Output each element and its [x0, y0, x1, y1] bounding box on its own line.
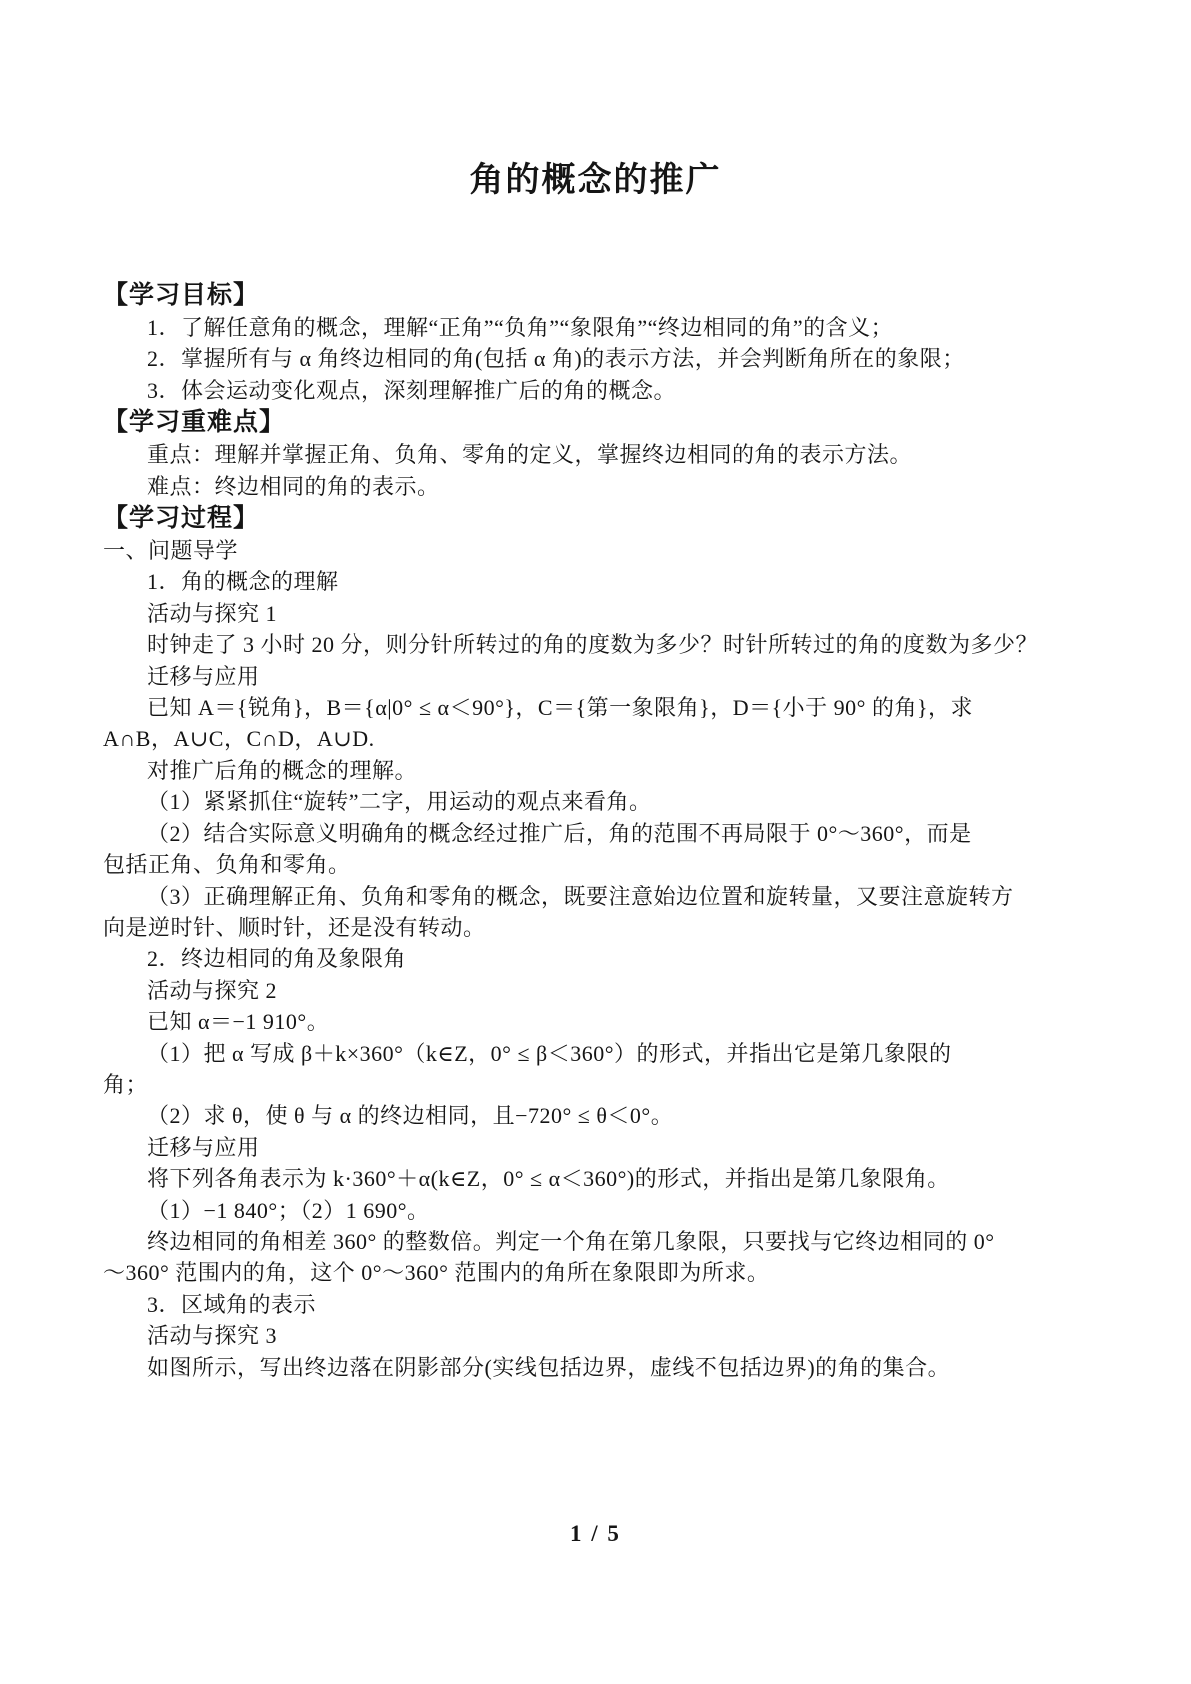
text-line: 1．了解任意角的概念，理解“正角”“负角”“象限角”“终边相同的角”的含义； — [147, 315, 894, 340]
text-line-math: 已知 α＝−1 910°。 — [147, 1009, 330, 1035]
text-line-activity-1: 活动与探究 1 — [147, 600, 278, 626]
text-line-math: A∩B，A∪C，C∩D，A∪D. — [103, 726, 375, 752]
text-line: 3．体会运动变化观点，深刻理解推广后的角的概念。 — [147, 377, 677, 403]
document-body — [103, 279, 1095, 1383]
text-line: 如图所示，写出终边落在阴影部分(实线包括边界，虚线不包括边界)的角的集合。 — [147, 1354, 951, 1380]
text-line: 角； — [103, 1071, 149, 1097]
text-line: 向是逆时针、顺时针，还是没有转动。 — [103, 914, 486, 940]
heading-learning-process: 【学习过程】 — [103, 504, 260, 533]
text-line-math: （2）求 θ，使 θ 与 α 的终边相同，且−720° ≤ θ＜0°。 — [147, 1103, 674, 1129]
text-line: 终边相同的角相差 360° 的整数倍。判定一个角在第几象限，只要找与它终边相同的 0° — [147, 1228, 995, 1254]
text-line: 2．掌握所有与 α 角终边相同的角(包括 α 角)的表示方法，并会判断角所在的象限； — [147, 346, 965, 372]
text-line-math: 将下列各角表示为 k·360°＋α(k∈Z，0° ≤ α＜360°)的形式，并指出是第几象限角。 — [147, 1166, 950, 1192]
text-line: 时钟走了 3 小时 20 分，则分针所转过的角的度数为多少？时针所转过的角的度数为多少？ — [147, 632, 1039, 658]
text-line: 重点：理解并掌握正角、负角、零角的定义，掌握终边相同的角的表示方法。 — [147, 442, 913, 468]
text-line-activity-2: 活动与探究 2 — [147, 977, 278, 1003]
text-line: （1）紧紧抓住“旋转”二字，用运动的观点来看角。 — [147, 789, 652, 815]
text-line-math: （1）把 α 写成 β＋k×360°（k∈Z，0° ≤ β＜360°）的形式，并指出它是第几象限的 — [147, 1040, 952, 1066]
text-line-math: 已知 A＝{锐角}，B＝{α|0° ≤ α＜90°}，C＝{第一象限角}，D＝{小于 90° 的角}，求 — [147, 695, 974, 721]
text-line: 难点：终边相同的角的表示。 — [147, 473, 440, 499]
text-line: ～360° 范围内的角，这个 0°～360° 范围内的角所在象限即为所求。 — [103, 1260, 770, 1286]
text-line: （3）正确理解正角、负角和零角的概念，既要注意始边位置和旋转量，又要注意旋转方 — [147, 883, 1014, 909]
text-line: （2）结合实际意义明确角的概念经过推广后，角的范围不再局限于 0°～360°，而是 — [147, 820, 972, 846]
subheading-problem-guided: 一、问题导学 — [103, 538, 239, 564]
text-line: 对推广后角的概念的理解。 — [147, 757, 418, 783]
text-line-transfer: 迁移与应用 — [147, 663, 260, 689]
page-number: 1 / 5 — [570, 1521, 621, 1546]
text-line: 1．角的概念的理解 — [147, 569, 339, 595]
text-line-activity-3: 活动与探究 3 — [147, 1323, 278, 1349]
text-line: 包括正角、负角和零角。 — [103, 852, 351, 878]
text-line-transfer: 迁移与应用 — [147, 1134, 260, 1160]
text-line: 3．区域角的表示 — [147, 1291, 317, 1317]
heading-learning-goals: 【学习目标】 — [103, 281, 260, 309]
text-line: 2．终边相同的角及象限角 — [147, 946, 407, 972]
document-title: 角的概念的推广 — [469, 162, 722, 199]
text-line-math: （1）−1 840°；（2）1 690°。 — [147, 1197, 430, 1223]
heading-key-difficulties: 【学习重难点】 — [103, 408, 286, 437]
